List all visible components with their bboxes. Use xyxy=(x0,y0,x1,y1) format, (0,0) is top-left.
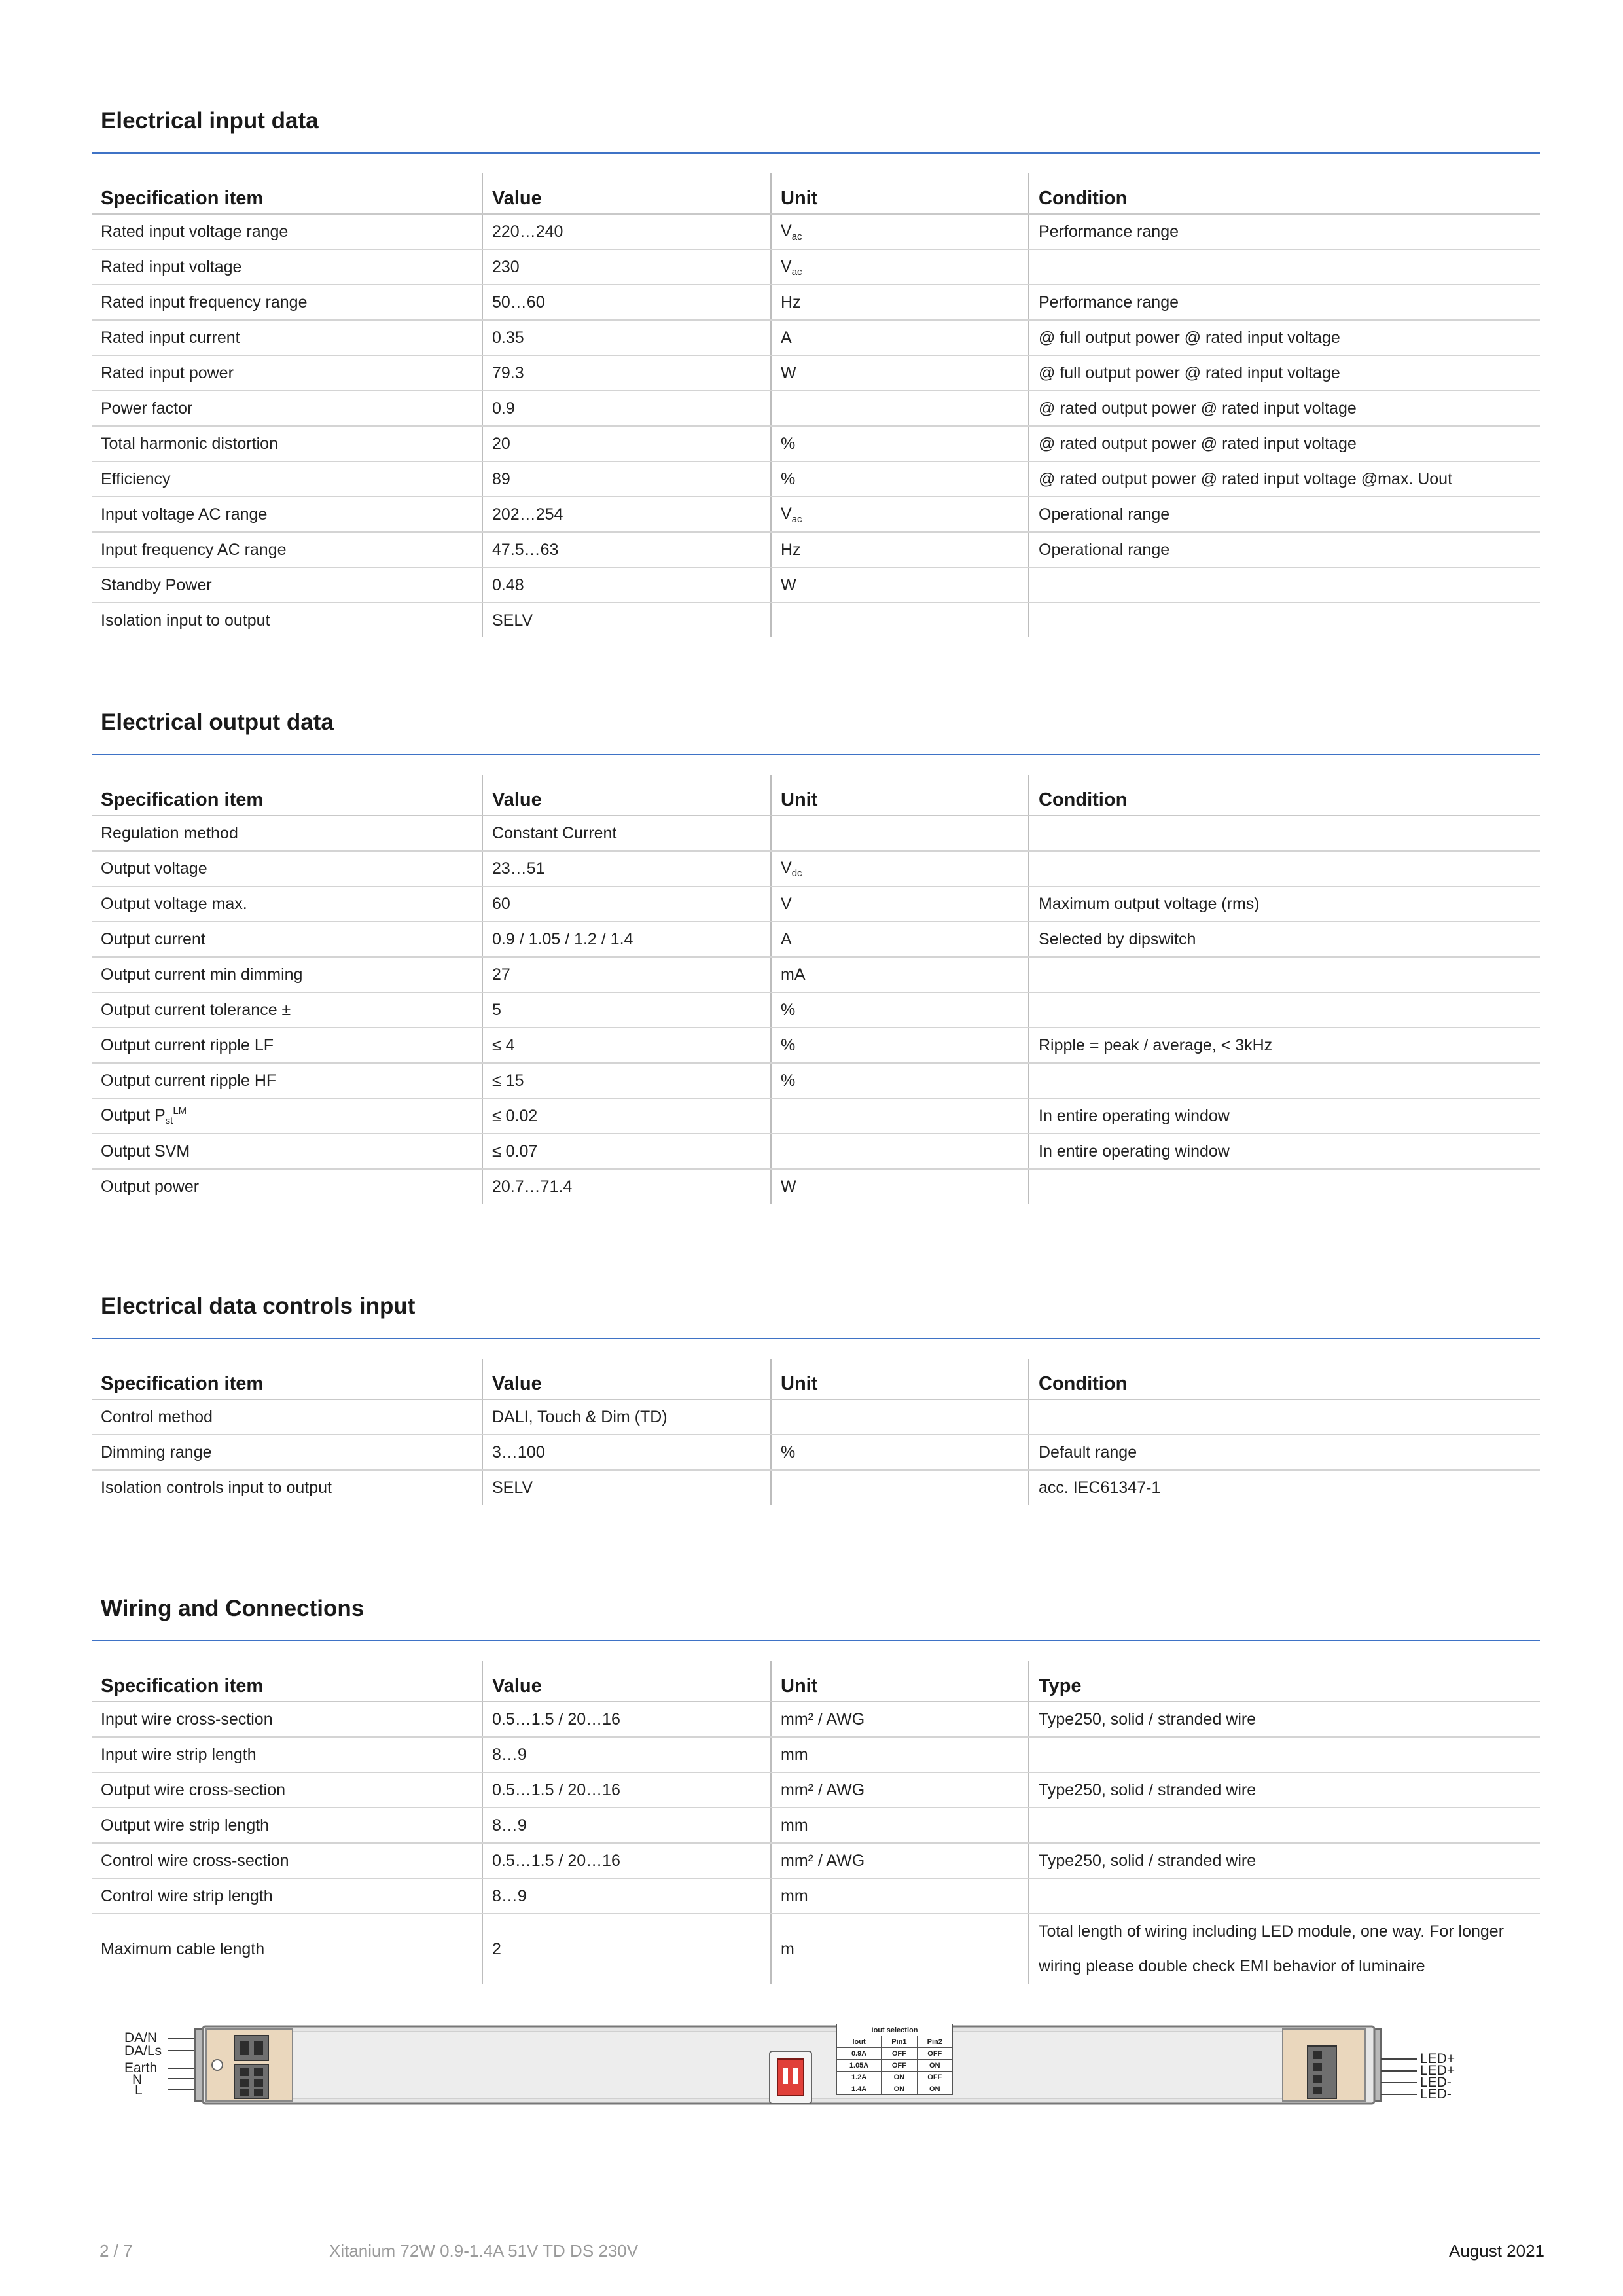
table-row xyxy=(92,992,1540,1028)
condition-cell: Ripple = peak / average, < 3kHz xyxy=(1029,1028,1540,1063)
condition-cell: @ rated output power @ rated input voltage xyxy=(1029,391,1540,426)
footer-date: August 2021 xyxy=(1448,2241,1544,2261)
spec-item-cell: Output current tolerance ± xyxy=(92,992,482,1028)
condition-cell xyxy=(1029,1063,1540,1098)
iout-header: Pin2 xyxy=(917,2036,952,2048)
spec-item-cell: Rated input power xyxy=(92,355,482,391)
spec-item-cell: Output current ripple HF xyxy=(92,1063,482,1098)
wire-label-da-n: DA/N xyxy=(124,2030,158,2045)
unit-cell: % xyxy=(771,461,1029,497)
table-row xyxy=(92,1098,1540,1134)
wire-label-da-ls: DA/Ls xyxy=(124,2043,162,2058)
iout-cell: 0.9A xyxy=(837,2048,882,2060)
condition-cell: In entire operating window xyxy=(1029,1098,1540,1134)
table-row xyxy=(92,957,1540,992)
column-header: Unit xyxy=(771,1661,1029,1702)
unit-cell: $V_{dc}$ xyxy=(771,851,1029,886)
value-cell: 0.5…1.5 / 20…16 xyxy=(482,1702,771,1737)
iout-cell: ON xyxy=(917,2060,952,2072)
column-header: Specification item xyxy=(92,1661,482,1702)
table-row xyxy=(92,532,1540,567)
condition-cell: Type250, solid / stranded wire xyxy=(1029,1702,1540,1737)
wire-label-led-minus-2: LED- xyxy=(1420,2087,1452,2102)
unit-cell xyxy=(771,391,1029,426)
spec-table xyxy=(92,775,1540,1204)
condition-cell: Type250, solid / stranded wire xyxy=(1029,1772,1540,1808)
table-row xyxy=(92,1399,1540,1435)
table-row xyxy=(92,1737,1540,1772)
table-row xyxy=(92,1808,1540,1843)
value-cell: DALI, Touch & Dim (TD) xyxy=(482,1399,771,1435)
wire-label-l: L xyxy=(135,2083,143,2098)
section-title: Electrical input data xyxy=(101,108,319,134)
value-cell: 0.5…1.5 / 20…16 xyxy=(482,1843,771,1878)
value-cell: 23…51 xyxy=(482,851,771,886)
condition-cell xyxy=(1029,603,1540,637)
unit-cell: A xyxy=(771,922,1029,957)
condition-cell: Operational range xyxy=(1029,497,1540,532)
value-cell: 27 xyxy=(482,957,771,992)
condition-cell: Performance range xyxy=(1029,285,1540,320)
spec-item-cell: Input wire strip length xyxy=(92,1737,482,1772)
unit-cell: A xyxy=(771,320,1029,355)
spec-item-cell: Rated input frequency range xyxy=(92,285,482,320)
table-row xyxy=(92,603,1540,637)
wire-label-led-plus-1: LED+ xyxy=(1420,2051,1455,2066)
spec-table xyxy=(92,1359,1540,1505)
table-row xyxy=(92,567,1540,603)
spec-item-cell: Output wire cross-section xyxy=(92,1772,482,1808)
condition-cell xyxy=(1029,1399,1540,1435)
unit-cell: % xyxy=(771,1028,1029,1063)
spec-table xyxy=(92,1661,1540,1984)
column-header: Specification item xyxy=(92,775,482,816)
table-row xyxy=(92,1169,1540,1204)
table-row xyxy=(92,886,1540,922)
spec-item-cell: Input frequency AC range xyxy=(92,532,482,567)
spec-item-cell: Output voltage max. xyxy=(92,886,482,922)
value-cell: ≤ 4 xyxy=(482,1028,771,1063)
table-row xyxy=(92,1878,1540,1914)
unit-cell xyxy=(771,1399,1029,1435)
column-header: Condition xyxy=(1029,1359,1540,1399)
condition-cell xyxy=(1029,249,1540,285)
section-title: Electrical data controls input xyxy=(101,1293,416,1319)
column-header: Condition xyxy=(1029,173,1540,214)
spec-item-cell: Efficiency xyxy=(92,461,482,497)
condition-cell: Maximum output voltage (rms) xyxy=(1029,886,1540,922)
value-cell: 0.9 / 1.05 / 1.2 / 1.4 xyxy=(482,922,771,957)
column-header: Value xyxy=(482,173,771,214)
unit-cell: $V_{ac}$ xyxy=(771,249,1029,285)
condition-cell xyxy=(1029,851,1540,886)
iout-selection-table xyxy=(836,2024,953,2095)
table-row xyxy=(92,461,1540,497)
iout-cell: 1.2A xyxy=(837,2072,882,2083)
condition-cell: Default range xyxy=(1029,1435,1540,1470)
unit-cell xyxy=(771,816,1029,851)
value-cell: 79.3 xyxy=(482,355,771,391)
value-cell: 0.5…1.5 / 20…16 xyxy=(482,1772,771,1808)
condition-cell xyxy=(1029,1878,1540,1914)
value-cell: ≤ 0.02 xyxy=(482,1098,771,1134)
spec-item-cell: Standby Power xyxy=(92,567,482,603)
table-row xyxy=(92,1772,1540,1808)
spec-item-cell: Input wire cross-section xyxy=(92,1702,482,1737)
table-row xyxy=(92,497,1540,532)
spec-item-cell: Output current min dimming xyxy=(92,957,482,992)
iout-cell: 1.4A xyxy=(837,2083,882,2095)
value-cell: 8…9 xyxy=(482,1808,771,1843)
value-cell: SELV xyxy=(482,1470,771,1505)
spec-item-cell: Regulation method xyxy=(92,816,482,851)
table-row xyxy=(92,214,1540,249)
condition-cell: acc. IEC61347-1 xyxy=(1029,1470,1540,1505)
wire-label-n: N xyxy=(132,2072,143,2087)
spec-item-cell: Rated input voltage xyxy=(92,249,482,285)
table-row xyxy=(92,1134,1540,1169)
spec-item-cell: Output current ripple LF xyxy=(92,1028,482,1063)
spec-item-cell: Output voltage xyxy=(92,851,482,886)
spec-item-cell: Output wire strip length xyxy=(92,1808,482,1843)
unit-cell xyxy=(771,1470,1029,1505)
table-row xyxy=(92,1470,1540,1505)
condition-cell xyxy=(1029,957,1540,992)
value-cell: 220…240 xyxy=(482,214,771,249)
value-cell: 0.9 xyxy=(482,391,771,426)
unit-cell: % xyxy=(771,1435,1029,1470)
condition-cell: Selected by dipswitch xyxy=(1029,922,1540,957)
spec-item-cell: Output current xyxy=(92,922,482,957)
section-divider xyxy=(92,1640,1540,1641)
value-cell: 8…9 xyxy=(482,1878,771,1914)
value-cell: ≤ 0.07 xyxy=(482,1134,771,1169)
value-cell: 60 xyxy=(482,886,771,922)
unit-cell xyxy=(771,1098,1029,1134)
value-cell: 3…100 xyxy=(482,1435,771,1470)
spec-item-cell: Control method xyxy=(92,1399,482,1435)
value-cell: 0.35 xyxy=(482,320,771,355)
table-row xyxy=(92,355,1540,391)
table-row xyxy=(92,249,1540,285)
section-divider xyxy=(92,152,1540,154)
condition-cell xyxy=(1029,816,1540,851)
iout-cell: OFF xyxy=(882,2048,917,2060)
value-cell: 89 xyxy=(482,461,771,497)
spec-table xyxy=(92,173,1540,637)
unit-cell: W xyxy=(771,355,1029,391)
spec-item-cell: Output SVM xyxy=(92,1134,482,1169)
value-cell: 202…254 xyxy=(482,497,771,532)
spec-item-cell: Isolation controls input to output xyxy=(101,1478,332,1497)
iout-cell: OFF xyxy=(917,2072,952,2083)
wire-label-led-plus-2: LED+ xyxy=(1420,2063,1455,2078)
column-header: Specification item xyxy=(92,173,482,214)
spec-item-cell: Isolation input to output xyxy=(101,611,270,630)
table-row xyxy=(92,426,1540,461)
condition-cell: @ rated output power @ rated input voltage @max. Uout xyxy=(1029,461,1540,497)
unit-cell: m xyxy=(771,1914,1029,1984)
spec-item-cell: Input voltage AC range xyxy=(92,497,482,532)
section-divider xyxy=(92,1338,1540,1339)
spec-item-cell: Output $P_{st}^{LM}$ xyxy=(92,1098,482,1134)
unit-cell: mm xyxy=(771,1737,1029,1772)
table-row xyxy=(92,922,1540,957)
condition-cell: Total length of wiring including LED module, one way. For longer wiring please double check EMI behavior of luminaire xyxy=(1029,1914,1540,1984)
column-header: Value xyxy=(482,1359,771,1399)
condition-cell: Operational range xyxy=(1029,532,1540,567)
value-cell: 20.7…71.4 xyxy=(482,1169,771,1204)
unit-cell: Hz xyxy=(771,285,1029,320)
unit-cell: mm xyxy=(771,1808,1029,1843)
iout-cell: 1.05A xyxy=(837,2060,882,2072)
condition-cell: In entire operating window xyxy=(1029,1134,1540,1169)
unit-cell: $V_{ac}$ xyxy=(771,214,1029,249)
wire-label-led-minus-1: LED- xyxy=(1420,2075,1452,2090)
spec-item-cell: Output power xyxy=(101,1177,200,1196)
spec-item-cell: Total harmonic distortion xyxy=(92,426,482,461)
value-cell: 50…60 xyxy=(482,285,771,320)
value-cell: 8…9 xyxy=(482,1737,771,1772)
unit-cell: $V_{ac}$ xyxy=(771,497,1029,532)
iout-header: Pin1 xyxy=(882,2036,917,2048)
unit-cell: mA xyxy=(771,957,1029,992)
unit-cell: mm² / AWG xyxy=(771,1702,1029,1737)
iout-table-title: Iout selection xyxy=(837,2024,953,2036)
column-header: Condition xyxy=(1029,775,1540,816)
value-cell: 5 xyxy=(482,992,771,1028)
iout-cell: OFF xyxy=(917,2048,952,2060)
section-divider xyxy=(92,754,1540,755)
value-cell: 0.48 xyxy=(482,567,771,603)
table-row xyxy=(92,1914,1540,1984)
column-header: Unit xyxy=(771,1359,1029,1399)
unit-cell: % xyxy=(771,426,1029,461)
unit-cell: % xyxy=(771,992,1029,1028)
wire-label-earth: Earth xyxy=(124,2060,158,2075)
driver-outline-drawing xyxy=(118,2016,1479,2121)
value-cell: 2 xyxy=(482,1914,771,1984)
unit-cell: V xyxy=(771,886,1029,922)
table-row xyxy=(92,851,1540,886)
driver-wiring-diagram xyxy=(118,2016,1479,2121)
condition-cell xyxy=(1029,567,1540,603)
spec-item-cell: Rated input voltage range xyxy=(92,214,482,249)
value-cell: 20 xyxy=(482,426,771,461)
table-row xyxy=(92,1702,1540,1737)
value-cell: ≤ 15 xyxy=(482,1063,771,1098)
iout-cell: OFF xyxy=(882,2060,917,2072)
condition-cell: @ full output power @ rated input voltage xyxy=(1029,355,1540,391)
iout-cell: ON xyxy=(882,2083,917,2095)
section-title: Wiring and Connections xyxy=(101,1596,365,1621)
unit-cell: mm² / AWG xyxy=(771,1772,1029,1808)
footer-page-number: 2 / 7 xyxy=(99,2241,133,2261)
value-cell: Constant Current xyxy=(482,816,771,851)
unit-cell: % xyxy=(771,1063,1029,1098)
value-cell: 230 xyxy=(482,249,771,285)
table-row xyxy=(92,1435,1540,1470)
column-header: Unit xyxy=(771,775,1029,816)
iout-cell: ON xyxy=(882,2072,917,2083)
table-row xyxy=(92,320,1540,355)
condition-cell: @ full output power @ rated input voltage xyxy=(1029,320,1540,355)
table-row xyxy=(92,1843,1540,1878)
table-row xyxy=(92,285,1540,320)
spec-item-cell: Power factor xyxy=(92,391,482,426)
table-row xyxy=(92,816,1540,851)
column-header: Type xyxy=(1029,1661,1540,1702)
value-cell: 47.5…63 xyxy=(482,532,771,567)
unit-cell: mm² / AWG xyxy=(771,1843,1029,1878)
iout-cell: ON xyxy=(917,2083,952,2095)
unit-cell: mm xyxy=(771,1878,1029,1914)
condition-cell xyxy=(1029,992,1540,1028)
unit-cell: Hz xyxy=(771,532,1029,567)
spec-item-cell: Maximum cable length xyxy=(101,1939,265,1958)
table-row xyxy=(92,391,1540,426)
column-header: Value xyxy=(482,1661,771,1702)
spec-item-cell: Dimming range xyxy=(92,1435,482,1470)
condition-cell xyxy=(1029,1808,1540,1843)
value-cell: SELV xyxy=(482,603,771,637)
unit-cell: W xyxy=(771,567,1029,603)
spec-item-cell: Control wire strip length xyxy=(92,1878,482,1914)
unit-cell xyxy=(771,603,1029,637)
iout-header: Iout xyxy=(837,2036,882,2048)
condition-cell: Type250, solid / stranded wire xyxy=(1029,1843,1540,1878)
footer-product-name: Xitanium 72W 0.9-1.4A 51V TD DS 230V xyxy=(329,2241,639,2261)
column-header: Specification item xyxy=(92,1359,482,1399)
condition-cell xyxy=(1029,1737,1540,1772)
condition-cell: Performance range xyxy=(1029,214,1540,249)
column-header: Unit xyxy=(771,173,1029,214)
unit-cell xyxy=(771,1134,1029,1169)
section-title: Electrical output data xyxy=(101,709,334,735)
column-header: Value xyxy=(482,775,771,816)
table-row xyxy=(92,1028,1540,1063)
spec-item-cell: Rated input current xyxy=(92,320,482,355)
condition-cell: @ rated output power @ rated input voltage xyxy=(1029,426,1540,461)
table-row xyxy=(92,1063,1540,1098)
condition-cell xyxy=(1029,1169,1540,1204)
spec-item-cell: Control wire cross-section xyxy=(92,1843,482,1878)
unit-cell: W xyxy=(771,1169,1029,1204)
